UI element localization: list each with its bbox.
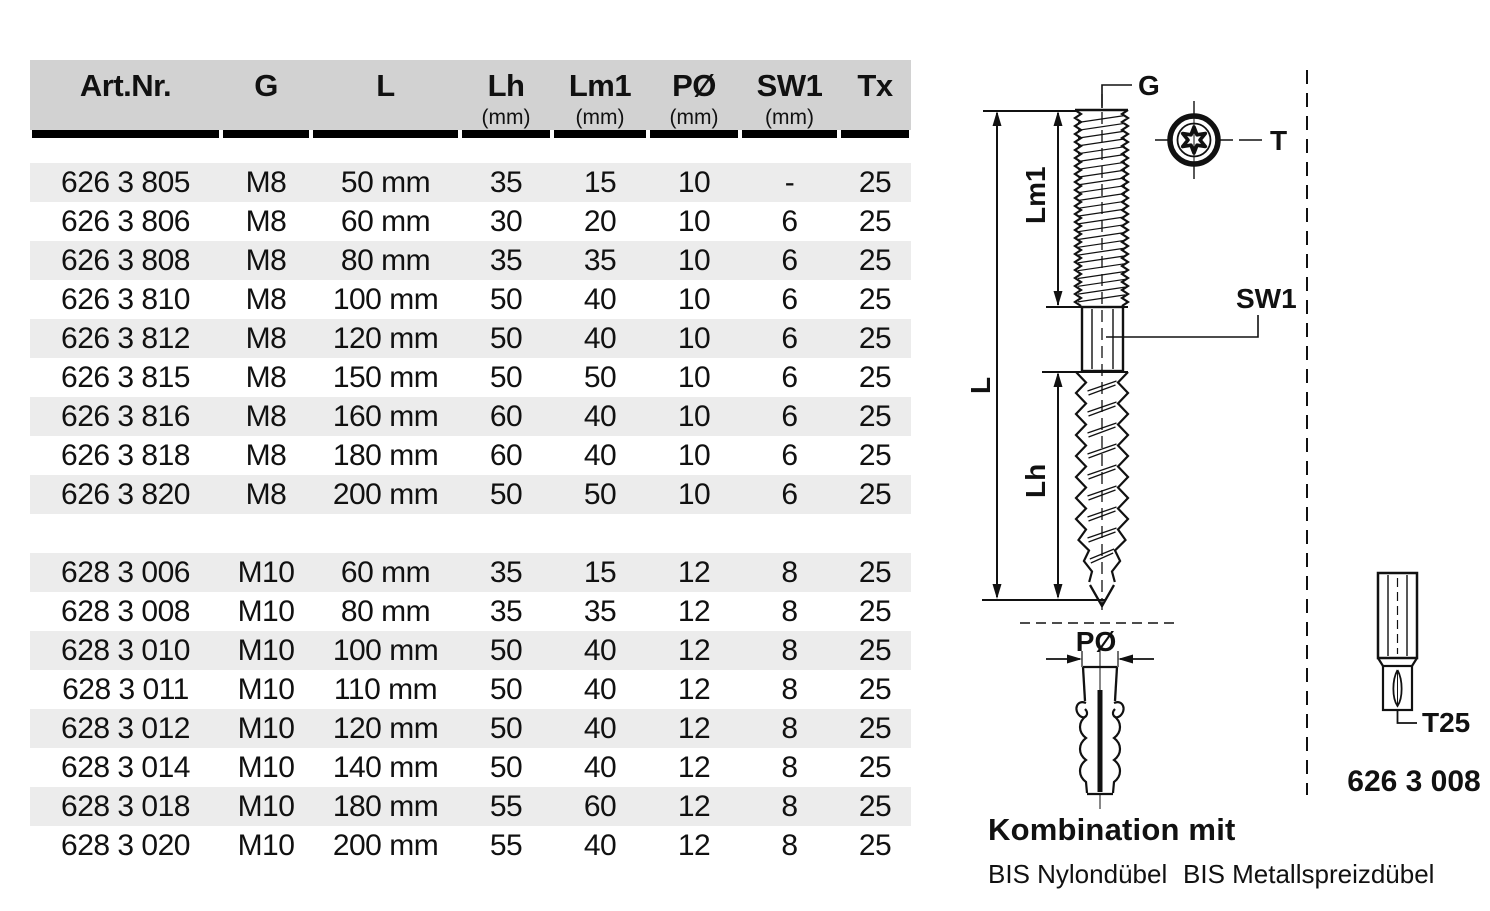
table-cell: 25 xyxy=(858,361,892,394)
table-row xyxy=(30,631,911,670)
table-cell: 628 3 008 xyxy=(61,595,190,628)
g-dimension-label: G xyxy=(1138,70,1160,101)
table-cell: 35 xyxy=(583,595,617,628)
table-cell: 40 xyxy=(583,712,617,745)
group-gap xyxy=(30,514,911,553)
table-row xyxy=(30,202,911,241)
table-cell: 50 xyxy=(489,634,523,667)
header-rule-segment xyxy=(32,130,219,138)
table-cell: 25 xyxy=(858,205,892,238)
table-cell: 8 xyxy=(781,634,798,667)
table-cell: 25 xyxy=(858,400,892,433)
table-cell: M8 xyxy=(245,400,287,433)
sw1-leader-line xyxy=(1106,315,1258,337)
combination-item-metal: BIS Metallspreizdübel xyxy=(1183,859,1435,889)
table-cell: 8 xyxy=(781,712,798,745)
column-unit xyxy=(221,105,311,130)
table-cell: 40 xyxy=(583,673,617,706)
table-cell: M8 xyxy=(245,244,287,277)
table-cell: 120 mm xyxy=(332,712,439,745)
lm1-arrowhead-top xyxy=(1054,111,1063,126)
table-cell: 15 xyxy=(583,556,617,589)
l-arrowhead-top xyxy=(993,111,1002,126)
table-row xyxy=(30,358,911,397)
sw1-dimension-label: SW1 xyxy=(1236,283,1297,314)
column-header: L xyxy=(376,68,395,103)
table-cell: 60 xyxy=(489,400,523,433)
table-cell: 25 xyxy=(858,751,892,784)
g-leader-line xyxy=(1102,85,1132,108)
table-cell: 10 xyxy=(677,400,711,433)
table-cell: 628 3 010 xyxy=(61,634,190,667)
table-cell: 25 xyxy=(858,244,892,277)
plug-left-wall xyxy=(1083,667,1085,701)
table-cell: 12 xyxy=(677,790,711,823)
table-cell: 50 mm xyxy=(340,166,431,199)
plug-right-ribs xyxy=(1113,716,1120,793)
table-cell: 10 xyxy=(677,283,711,316)
header-rule-segment xyxy=(554,130,646,138)
table-row xyxy=(30,826,911,865)
column-unit: (mm) xyxy=(575,106,625,129)
table-cell: 12 xyxy=(677,634,711,667)
table-cell: 12 xyxy=(677,751,711,784)
table-cell: 50 xyxy=(489,712,523,745)
table-cell: 100 mm xyxy=(332,634,439,667)
lh-arrowhead-bottom xyxy=(1054,584,1063,599)
table-cell: 8 xyxy=(781,556,798,589)
table-cell: 40 xyxy=(583,283,617,316)
header-rule-segment xyxy=(223,130,309,138)
column-unit xyxy=(839,105,911,130)
plug-left-wing xyxy=(1076,702,1087,717)
table-cell: 35 xyxy=(489,244,523,277)
table-cell: 30 xyxy=(489,205,523,238)
table-cell: 25 xyxy=(858,322,892,355)
table-cell: 35 xyxy=(489,166,523,199)
table-row xyxy=(30,241,911,280)
table-cell: 626 3 818 xyxy=(61,439,190,472)
table-cell: 35 xyxy=(489,595,523,628)
table-cell: 200 mm xyxy=(332,829,439,862)
table-cell: 15 xyxy=(583,166,617,199)
table-cell: M10 xyxy=(237,634,295,667)
table-cell: M10 xyxy=(237,790,295,823)
column-unit: (mm) xyxy=(481,106,531,129)
table-cell: M10 xyxy=(237,751,295,784)
table-cell: 25 xyxy=(858,673,892,706)
t-dimension-label: T xyxy=(1270,125,1288,156)
table-cell: 628 3 014 xyxy=(61,751,190,784)
column-unit: (mm) xyxy=(765,106,814,129)
table-row xyxy=(30,475,911,514)
table-cell: 6 xyxy=(781,400,798,433)
table-cell: 628 3 020 xyxy=(61,829,190,862)
table-cell: 8 xyxy=(781,751,798,784)
table-cell: 100 mm xyxy=(332,283,439,316)
table-cell: 55 xyxy=(489,829,523,862)
table-cell: 10 xyxy=(677,478,711,511)
table-cell: 25 xyxy=(858,283,892,316)
po-dimension-label: PØ xyxy=(1075,626,1117,657)
column-header: Lm1 xyxy=(568,68,632,103)
table-cell: 160 mm xyxy=(332,400,439,433)
table-cell: 12 xyxy=(677,673,711,706)
table-cell: 35 xyxy=(489,556,523,589)
header-rule-segment xyxy=(841,130,909,138)
table-cell: 6 xyxy=(781,283,798,316)
table-cell: 6 xyxy=(781,322,798,355)
table-cell: M8 xyxy=(245,361,287,394)
table-cell: 60 mm xyxy=(340,205,431,238)
lm1-arrowhead-bottom xyxy=(1054,291,1063,306)
table-row xyxy=(30,163,911,202)
column-header: PØ xyxy=(672,68,716,103)
table-cell: 8 xyxy=(781,829,798,862)
table-cell: 10 xyxy=(677,244,711,277)
po-arrowhead-right xyxy=(1118,655,1133,664)
header-unit-row xyxy=(30,105,911,130)
column-header: Tx xyxy=(857,68,893,103)
table-cell: 200 mm xyxy=(332,478,439,511)
table-cell: 6 xyxy=(781,439,798,472)
table-cell: M8 xyxy=(245,478,287,511)
column-header: Lh xyxy=(487,68,525,103)
table-cell: 6 xyxy=(781,361,798,394)
table-spacer xyxy=(30,138,911,163)
table-cell: 626 3 820 xyxy=(61,478,190,511)
table-cell: 12 xyxy=(677,556,711,589)
column-unit xyxy=(311,105,460,130)
table-cell: 150 mm xyxy=(332,361,439,394)
combination-item-nylon: BIS Nylondübel xyxy=(988,859,1168,889)
spec-table xyxy=(30,60,911,865)
table-cell: 626 3 816 xyxy=(61,400,190,433)
table-row xyxy=(30,709,911,748)
table-cell: M8 xyxy=(245,322,287,355)
table-cell: 50 xyxy=(489,673,523,706)
table-cell: M8 xyxy=(245,439,287,472)
table-cell: 25 xyxy=(858,595,892,628)
t25-label: T25 xyxy=(1422,707,1471,738)
header-label-row xyxy=(30,67,911,105)
table-cell: 50 xyxy=(489,283,523,316)
table-cell: 626 3 806 xyxy=(61,205,190,238)
column-unit xyxy=(30,105,221,130)
table-cell: 10 xyxy=(677,361,711,394)
lm1-dimension-label: Lm1 xyxy=(1020,166,1051,224)
table-cell: 8 xyxy=(781,790,798,823)
table-cell: 50 xyxy=(583,361,617,394)
table-cell: M10 xyxy=(237,595,295,628)
plug-right-wall xyxy=(1115,667,1117,701)
table-cell: 25 xyxy=(858,166,892,199)
table-cell: 140 mm xyxy=(332,751,439,784)
table-cell: 628 3 018 xyxy=(61,790,190,823)
table-cell: 50 xyxy=(489,361,523,394)
l-dimension-label: L xyxy=(965,376,996,394)
table-cell: 40 xyxy=(583,634,617,667)
header-rule-segment xyxy=(462,130,550,138)
table-cell: 180 mm xyxy=(332,439,439,472)
table-cell: 8 xyxy=(781,673,798,706)
l-arrowhead-bottom xyxy=(993,584,1002,599)
table-cell: 25 xyxy=(858,439,892,472)
table-row xyxy=(30,397,911,436)
table-cell: 40 xyxy=(583,400,617,433)
table-cell: 25 xyxy=(858,829,892,862)
table-cell: 10 xyxy=(677,439,711,472)
table-cell: 10 xyxy=(677,166,711,199)
table-cell: 12 xyxy=(677,712,711,745)
lh-arrowhead-top xyxy=(1054,372,1063,387)
table-row xyxy=(30,670,911,709)
table-row xyxy=(30,592,911,631)
t25-leader-line xyxy=(1398,710,1418,723)
table-cell: 628 3 012 xyxy=(61,712,190,745)
header-rule-segment xyxy=(313,130,458,138)
table-cell: 8 xyxy=(781,595,798,628)
column-header: G xyxy=(254,68,278,103)
table-cell: M10 xyxy=(237,673,295,706)
table-row xyxy=(30,787,911,826)
table-cell: 60 mm xyxy=(340,556,431,589)
table-cell: M8 xyxy=(245,166,287,199)
torx-bit-illustration xyxy=(1347,573,1480,798)
table-cell: M8 xyxy=(245,283,287,316)
header-rule-segment xyxy=(650,130,738,138)
table-cell: 628 3 006 xyxy=(61,556,190,589)
table-cell: M8 xyxy=(245,205,287,238)
table-cell: 60 xyxy=(489,439,523,472)
table-cell: 40 xyxy=(583,751,617,784)
table-row xyxy=(30,280,911,319)
table-cell: 12 xyxy=(677,595,711,628)
table-cell: 6 xyxy=(781,244,798,277)
table-cell: 80 mm xyxy=(340,595,431,628)
table-row xyxy=(30,748,911,787)
wall-plug-illustration xyxy=(1076,650,1123,809)
table-cell: M10 xyxy=(237,556,295,589)
table-cell: 626 3 812 xyxy=(61,322,190,355)
table-cell: 10 xyxy=(677,205,711,238)
table-cell: 25 xyxy=(858,712,892,745)
table-row xyxy=(30,319,911,358)
table-cell: 180 mm xyxy=(332,790,439,823)
table-cell: 55 xyxy=(489,790,523,823)
table-row xyxy=(30,436,911,475)
table-cell: 626 3 815 xyxy=(61,361,190,394)
plug-right-wing xyxy=(1113,702,1124,717)
column-header: SW1 xyxy=(756,68,823,103)
table-cell: M10 xyxy=(237,712,295,745)
table-cell: 80 mm xyxy=(340,244,431,277)
table-cell: 25 xyxy=(858,790,892,823)
table-cell: 626 3 805 xyxy=(61,166,190,199)
table-cell: 25 xyxy=(858,634,892,667)
table-cell: 25 xyxy=(858,478,892,511)
table-cell: 20 xyxy=(583,205,617,238)
table-cell: 40 xyxy=(583,439,617,472)
table-cell: M10 xyxy=(237,829,295,862)
table-row xyxy=(30,553,911,592)
table-body xyxy=(30,163,911,865)
plug-left-ribs xyxy=(1080,716,1087,793)
table-cell: 25 xyxy=(858,556,892,589)
table-cell: 35 xyxy=(583,244,617,277)
table-cell: 40 xyxy=(583,829,617,862)
table-cell: 50 xyxy=(583,478,617,511)
table-cell: 626 3 810 xyxy=(61,283,190,316)
table-cell: 40 xyxy=(583,322,617,355)
table-cell: 60 xyxy=(583,790,617,823)
column-unit: (mm) xyxy=(669,106,719,129)
table-cell: 12 xyxy=(677,829,711,862)
table-cell: 110 mm xyxy=(333,673,438,706)
header-rule-segment xyxy=(742,130,837,138)
torx-head-symbol xyxy=(1155,101,1287,179)
table-cell: 10 xyxy=(677,322,711,355)
table-cell: - xyxy=(784,166,795,199)
bit-article-number: 626 3 008 xyxy=(1347,765,1481,798)
table-cell: 6 xyxy=(781,478,798,511)
table-cell: 628 3 011 xyxy=(62,673,189,706)
technical-drawing xyxy=(950,50,1490,911)
table-cell: 6 xyxy=(781,205,798,238)
table-cell: 50 xyxy=(489,751,523,784)
combination-caption-title: Kombination mit xyxy=(988,812,1236,847)
table-cell: 50 xyxy=(489,322,523,355)
table-cell: 626 3 808 xyxy=(61,244,190,277)
column-header: Art.Nr. xyxy=(79,68,172,103)
lh-dimension-label: Lh xyxy=(1020,463,1051,498)
table-header xyxy=(30,60,911,130)
header-rule xyxy=(30,130,911,138)
table-cell: 50 xyxy=(489,478,523,511)
table-cell: 120 mm xyxy=(332,322,439,355)
